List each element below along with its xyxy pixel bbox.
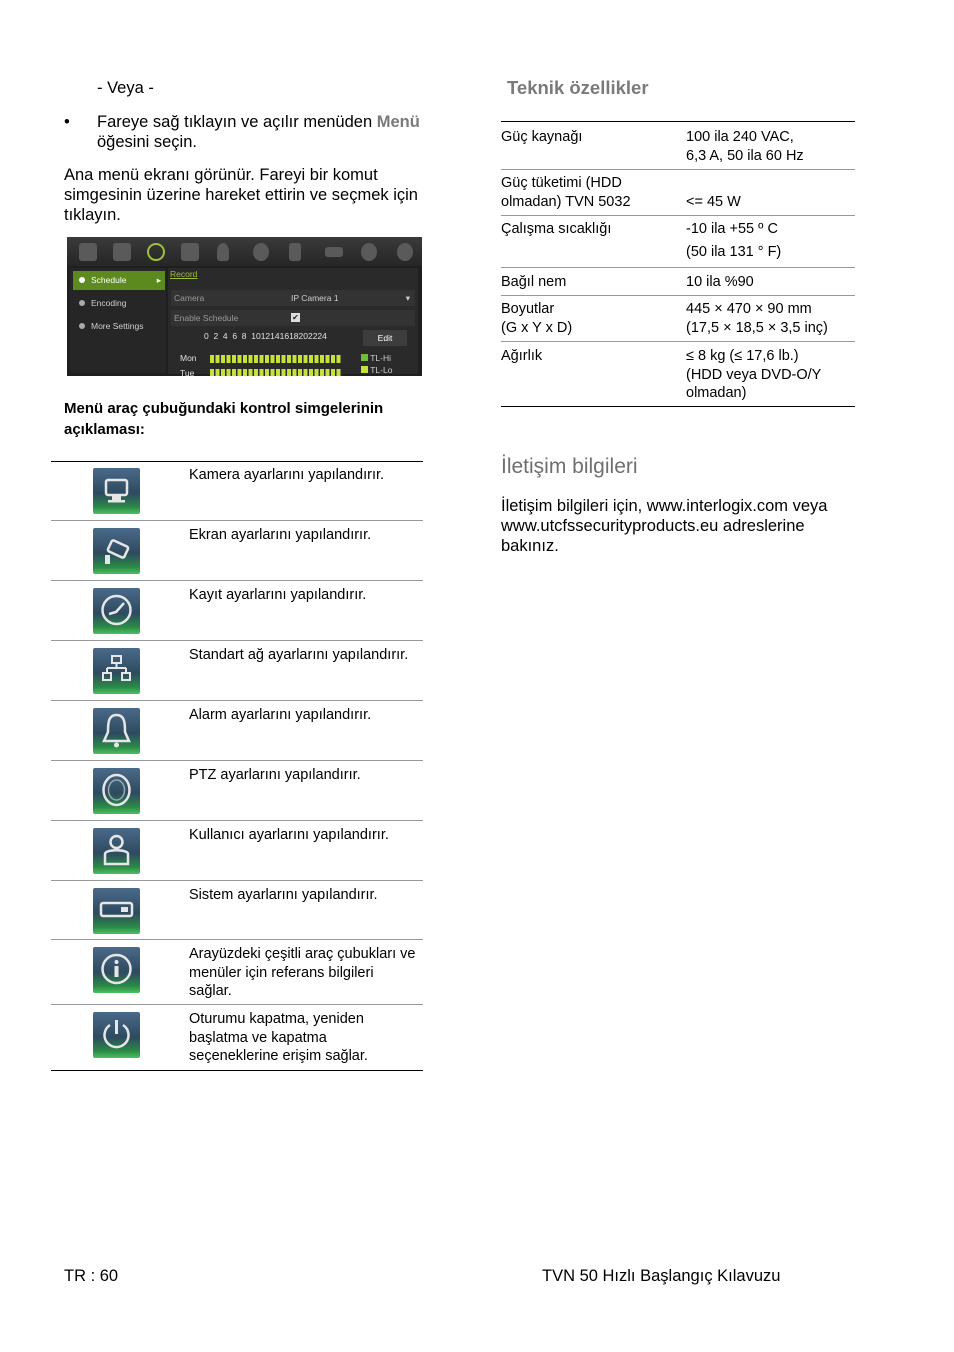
bell-icon xyxy=(93,708,140,754)
intro-paragraph: Ana menü ekranı görünür. Fareyi bir komut simgesinin üzerine hareket ettirin ve seçmek için tıklayın. xyxy=(64,166,418,224)
spec-value: <= 45 W xyxy=(686,193,741,210)
spec-row xyxy=(501,216,855,268)
spec-value-secondary: (50 ila 131 ° F) xyxy=(686,244,782,260)
menu-term: Menü xyxy=(376,113,420,131)
info-icon xyxy=(361,243,377,261)
user-icon xyxy=(93,828,140,874)
enable-schedule-row: Enable Schedule ✔ xyxy=(171,310,415,326)
table-row xyxy=(51,881,423,940)
system-icon xyxy=(325,247,343,257)
clock-icon xyxy=(147,243,165,261)
table-row xyxy=(51,521,423,581)
table-row xyxy=(51,761,423,821)
legend-swatch xyxy=(361,354,368,361)
contact-title: İletişim bilgileri xyxy=(501,455,638,478)
spec-value: 10 ila %90 xyxy=(686,274,754,290)
day-mon: Mon xyxy=(180,353,197,363)
bullet-text-after: öğesini seçin. xyxy=(97,133,197,151)
table-row xyxy=(51,1005,423,1071)
ptz-icon xyxy=(253,243,269,261)
table-row xyxy=(51,701,423,761)
arrow-right-icon: ▸ xyxy=(156,275,161,285)
enable-schedule-checkbox[interactable]: ✔ xyxy=(292,313,299,322)
monitor-icon xyxy=(93,468,140,514)
table-row xyxy=(51,940,423,1005)
row-text: Alarm ayarlarını yapılandırır. xyxy=(189,707,372,723)
sidebar-item-schedule[interactable]: Schedule ▸ xyxy=(73,271,165,290)
spec-row xyxy=(501,342,855,407)
spec-key: Güç kaynağı xyxy=(501,129,583,145)
spec-row xyxy=(501,122,855,170)
spec-key: Çalışma sıcaklığı xyxy=(501,221,612,237)
monitor-icon xyxy=(79,243,97,261)
schedule-pane xyxy=(168,268,418,374)
clock-icon xyxy=(93,588,140,634)
legend-swatch xyxy=(361,366,368,373)
schedule-bar-mon[interactable] xyxy=(210,355,342,363)
camera-select[interactable]: IP Camera 1 xyxy=(291,293,339,303)
row-text: Standart ağ ayarlarını yapılandırır. xyxy=(189,647,409,663)
menu-toolbar xyxy=(67,237,422,266)
row-text: Kayıt ayarlarını yapılandırır. xyxy=(189,587,367,603)
specs-title: Teknik özellikler xyxy=(507,77,649,98)
table-row xyxy=(51,461,423,521)
chevron-down-icon: ▾ xyxy=(405,293,410,303)
power-icon xyxy=(93,1012,140,1058)
bullet-symbol: • xyxy=(64,113,70,131)
ptz-icon xyxy=(93,768,140,814)
day-tue: Tue xyxy=(180,368,195,376)
main-menu-screenshot xyxy=(67,237,422,376)
bullet-icon xyxy=(79,323,85,329)
schedule-bar-tue[interactable] xyxy=(210,369,342,376)
hour-scale: 0 2 4 6 8 1012141618202224 xyxy=(204,331,327,341)
bell-icon xyxy=(217,243,229,261)
bullet-text xyxy=(97,112,427,152)
table-caption: Menü araç çubuğundaki kontrol simgelerinin açıklaması: xyxy=(64,400,384,438)
spec-key: Ağırlık xyxy=(501,348,543,364)
edit-button[interactable]: Edit xyxy=(363,330,407,346)
row-text: PTZ ayarlarını yapılandırır. xyxy=(189,767,361,783)
sidebar-item-more-settings[interactable]: More Settings xyxy=(73,317,165,336)
spec-value: 100 ila 240 VAC, 6,3 A, 50 ila 60 Hz xyxy=(686,129,804,164)
power-icon xyxy=(397,243,413,261)
bullet-text-before: Fareye sağ tıklayın ve açılır menüden xyxy=(97,113,377,131)
system-icon xyxy=(93,888,140,934)
bullet-icon xyxy=(79,277,85,283)
table-row xyxy=(51,581,423,641)
contact-paragraph: İletişim bilgileri için, www.interlogix.com veya www.utcfssecurityproducts.eu adreslerine bakınız. xyxy=(501,497,828,555)
tab-record[interactable]: Record xyxy=(170,269,198,279)
spec-key: Güç tüketimi (HDD olmadan) TVN 5032 xyxy=(501,175,631,210)
legend-tl-hi: TL-Hi xyxy=(361,353,391,363)
network-icon xyxy=(181,243,199,261)
menu-sidebar xyxy=(70,268,166,373)
spec-key: Bağıl nem xyxy=(501,274,567,290)
spec-row xyxy=(501,268,855,296)
camera-row: Camera IP Camera 1 ▾ xyxy=(171,290,415,306)
row-text: Kamera ayarlarını yapılandırır. xyxy=(189,467,385,483)
table-row xyxy=(51,641,423,701)
spec-row xyxy=(501,170,855,216)
network-icon xyxy=(93,648,140,694)
row-text: Kullanıcı ayarlarını yapılandırır. xyxy=(189,827,389,843)
specs-table xyxy=(501,121,855,401)
document-title: TVN 50 Hızlı Başlangıç Kılavuzu xyxy=(542,1267,781,1285)
row-text: Oturumu kapatma, yeniden başlatma ve kapatma seçeneklerine erişim sağlar. xyxy=(189,1011,368,1064)
camera-icon xyxy=(113,243,131,261)
spec-row xyxy=(501,296,855,342)
user-icon xyxy=(289,243,301,261)
bullet-icon xyxy=(79,300,85,306)
row-text: Sistem ayarlarını yapılandırır. xyxy=(189,887,378,903)
row-text: Arayüzdeki çeşitli araç çubukları ve menüler için referans bilgileri sağlar. xyxy=(189,946,416,999)
page-number: TR : 60 xyxy=(64,1267,119,1285)
veya-text: - Veya - xyxy=(97,79,154,97)
spec-key: Boyutlar (G x Y x D) xyxy=(501,301,573,336)
spec-value: -10 ila +55 º C xyxy=(686,221,778,237)
info-icon xyxy=(93,947,140,993)
spec-value: 445 × 470 × 90 mm (17,5 × 18,5 × 3,5 inç) xyxy=(686,301,828,336)
legend-tl-lo: TL-Lo xyxy=(361,365,392,375)
camera-icon xyxy=(93,528,140,574)
spec-value: ≤ 8 kg (≤ 17,6 lb.) (HDD veya DVD-O/Y olmadan) xyxy=(686,348,822,401)
row-text: Ekran ayarlarını yapılandırır. xyxy=(189,527,372,543)
table-row xyxy=(51,821,423,881)
sidebar-item-encoding[interactable]: Encoding xyxy=(73,294,165,313)
